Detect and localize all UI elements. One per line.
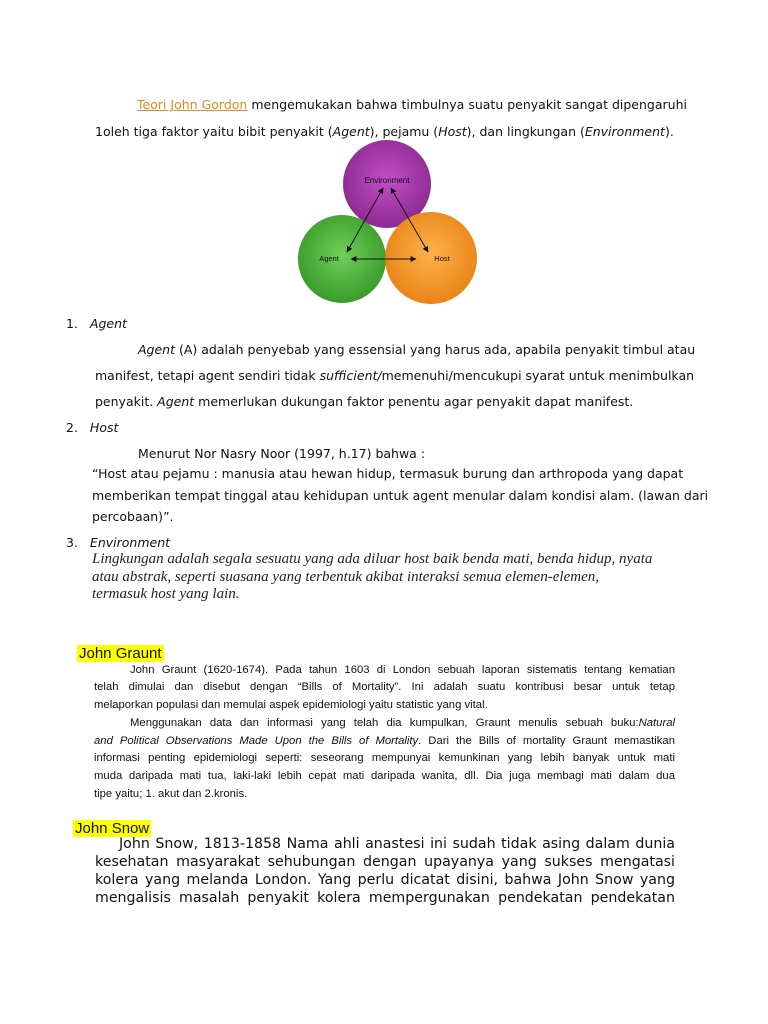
agent-para-line-3 [95, 394, 633, 409]
snow-text: kolera yang melanda London. Yang perlu dicatat disini, bahwa John Snow yang [95, 872, 675, 888]
agent-heading-text: Agent [89, 316, 127, 331]
agent-term: Agent [157, 394, 195, 409]
agent-para-line-1 [138, 342, 696, 357]
host-circle [385, 212, 477, 304]
gordon-triad-diagram [285, 138, 485, 306]
agent-text: penyakit. [95, 394, 158, 409]
intro-text: ). [664, 124, 674, 139]
graunt-line-5 [94, 733, 675, 751]
snow-line-1 [119, 835, 675, 853]
graunt-text: John Graunt (1620-1674). Pada tahun 1603 di London sebuah laporan sistematis tentang kematian [130, 664, 675, 676]
intro-text: ), pejamu ( [369, 124, 439, 139]
graunt-text: muda daripada mati tua, laki-laki lebih cepat mati daripada wanita, dll. Dia juga membagi mati dalam dua [94, 770, 675, 782]
graunt-text: . Dari the Bills of mortality Graunt memastikan [418, 735, 675, 747]
host-quote-line-1 [92, 466, 684, 481]
agent-text: (A) adalah penyebab yang essensial yang harus ada, apabila penyakit timbul atau [175, 342, 696, 357]
environment-heading-text: Environment [89, 535, 171, 550]
intro-text: ), dan lingkungan ( [466, 124, 585, 139]
host-quote-text: memberikan tempat tinggal atau kehidupan untuk agent menular dalam kondisi alam. (lawan dari [92, 488, 709, 503]
intro-line-1 [137, 97, 687, 112]
john-graunt-title [77, 643, 164, 662]
host-label: Host [434, 254, 450, 263]
graunt-book-title: Natural [638, 717, 675, 729]
agent-label: Agent [319, 254, 339, 263]
intro-environment-term: Environment [584, 124, 665, 139]
graunt-line-1 [130, 662, 675, 680]
agent-text: manifest, tetapi agent sendiri tidak [95, 368, 320, 383]
graunt-line-8: tipe yaitu; 1. akut dan 2.kronis. [94, 788, 248, 800]
agent-text: memerlukan dukungan faktor penentu agar penyakit dapat manifest. [194, 394, 634, 409]
intro-text: 1oleh tiga faktor yaitu bibit penyakit ( [95, 124, 333, 139]
host-heading [66, 420, 118, 435]
john-graunt-title-text: John Graunt [79, 645, 162, 662]
host-number: 2. [66, 420, 78, 435]
graunt-book-title: and Political Observations Made Upon the Bills of Mortality [94, 735, 419, 747]
environment-heading [66, 535, 170, 550]
graunt-text: informasi penting epidemiologi seperti: seseorang mempunyai kemunkinan yang lebih banyak untuk mati [94, 752, 675, 764]
agent-number: 1. [66, 316, 78, 331]
environment-label: Environment [364, 176, 410, 185]
sufficient-term: sufficient/ [319, 368, 382, 383]
host-quote-line-2 [92, 488, 709, 503]
snow-text: mengalisis masalah penyakit kolera mempergunakan pendekatan pendekatan [95, 890, 675, 906]
environment-number: 3. [66, 535, 78, 550]
intro-line-1-text: mengemukakan bahwa timbulnya suatu penyakit sangat dipengaruhi [251, 97, 687, 112]
graunt-line-7 [94, 768, 675, 786]
environment-line-2: atau abstrak, seperti suasana yang terbentuk akibat interaksi semua elemen-elemen, [92, 569, 599, 585]
agent-para-line-2 [95, 368, 695, 383]
graunt-line-4 [130, 715, 675, 733]
snow-text: kesehatan masyarakat sehubungan dengan upayanya yang sukses mengatasi [95, 854, 675, 870]
agent-text: memenuhi/mencukupi syarat untuk menimbulkan [381, 368, 695, 383]
host-heading-text: Host [89, 420, 119, 435]
snow-text: John Snow, 1813-1858 Nama ahli anastesi ini sudah tidak asing dalam dunia [119, 836, 675, 852]
intro-agent-term: Agent [332, 124, 370, 139]
snow-line-4 [95, 889, 675, 907]
teori-john-gordon-link[interactable]: Teori John Gordon [137, 97, 248, 112]
snow-line-3 [95, 871, 675, 889]
snow-line-2 [95, 853, 675, 871]
graunt-line-6 [94, 750, 675, 768]
intro-line-2 [95, 124, 674, 139]
host-intro: Menurut Nor Nasry Noor (1997, h.17) bahwa : [138, 446, 426, 461]
host-quote-line-3: percobaan)”. [92, 509, 174, 524]
host-quote-text: “Host atau pejamu : manusia atau hewan hidup, termasuk burung dan arthropoda yang dapat [92, 466, 684, 481]
john-snow-title-text: John Snow [75, 820, 150, 837]
agent-heading [66, 316, 127, 331]
graunt-text: telah dimulai dan disebut dengan “Bills of Mortality”. Ini adalah suatu kontribusi besar untuk tetap [94, 681, 675, 693]
agent-term: Agent [138, 342, 175, 357]
environment-line-1: Lingkungan adalah segala sesuatu yang ada diluar host baik benda mati, benda hidup, nyata [92, 551, 653, 567]
graunt-text: Menggunakan data dan informasi yang telah dia kumpulkan, Graunt menulis sebuah buku: [130, 717, 639, 729]
environment-line-3: termasuk host yang lain. [92, 586, 240, 602]
intro-host-term: Host [438, 124, 467, 139]
graunt-line-3: melaporkan populasi dan memulai aspek epidemiologi yaitu statistic yang vital. [94, 699, 488, 711]
graunt-line-2 [94, 679, 675, 697]
